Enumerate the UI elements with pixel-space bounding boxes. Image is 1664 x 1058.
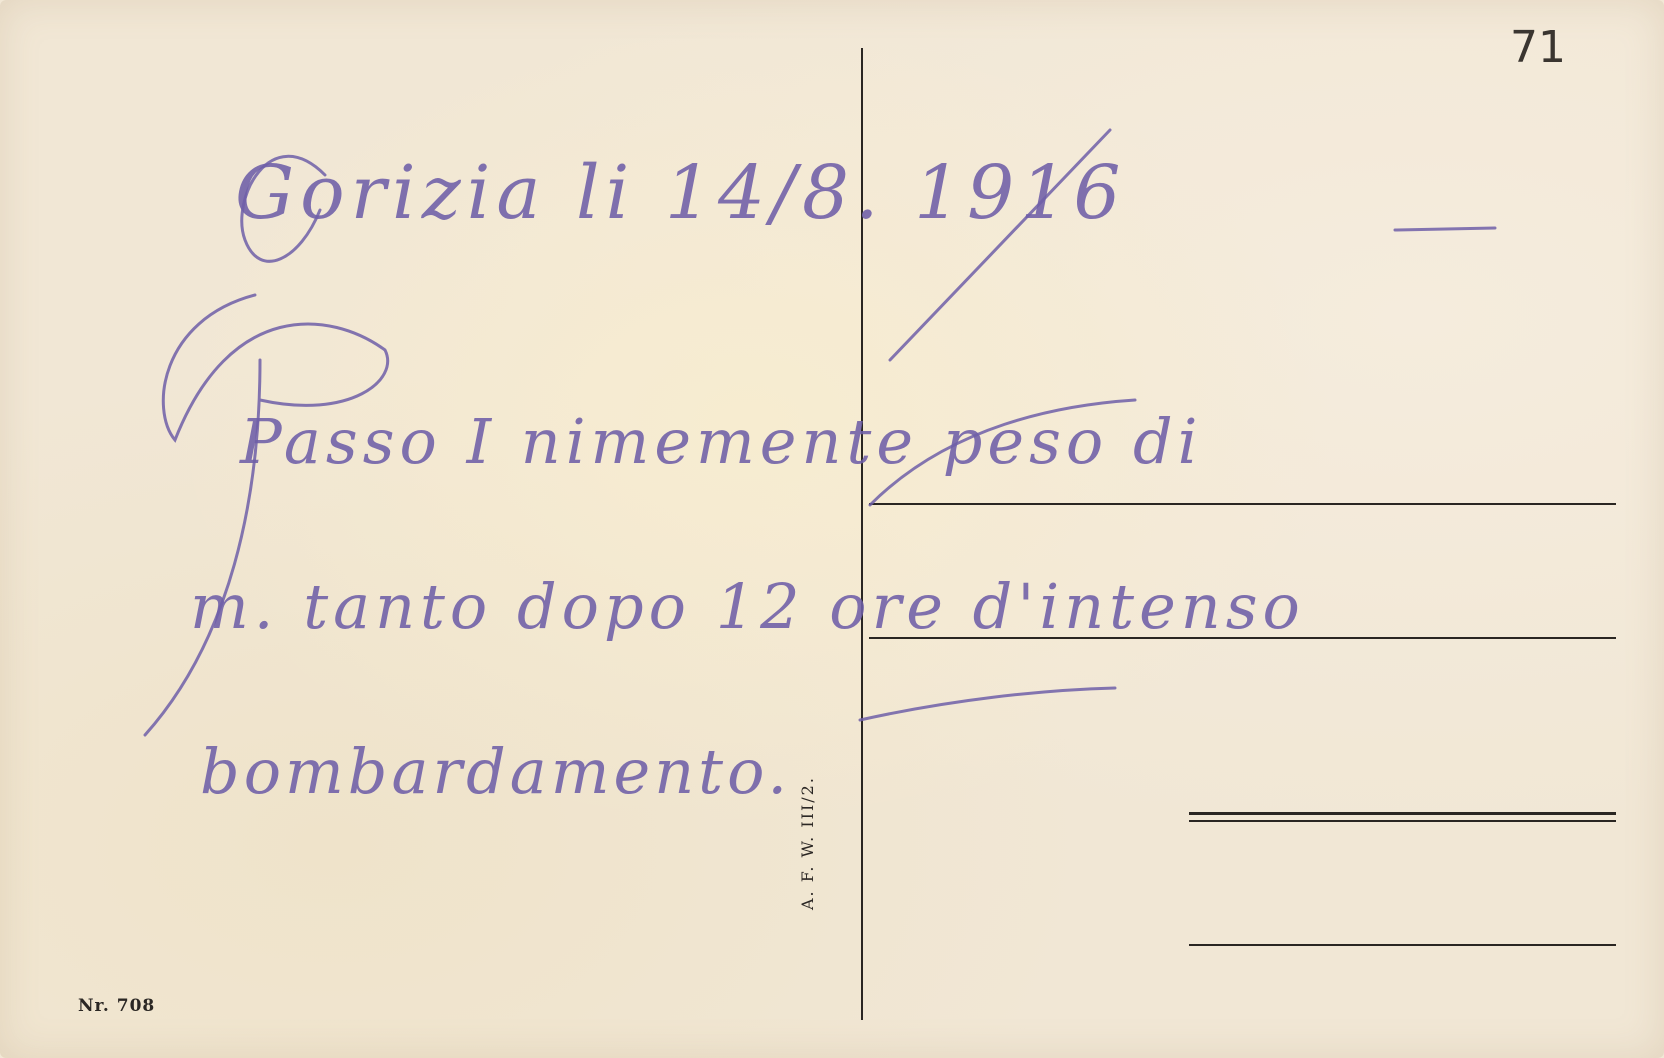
- address-line-4: [1189, 944, 1616, 946]
- message-line-3: bombardamento.: [200, 735, 792, 808]
- underline-stroke-2: [860, 688, 1115, 720]
- publisher-mark: A. F. W. III/2.: [798, 776, 817, 910]
- message-line-2: m. tanto dopo 12 ore d'intenso: [190, 570, 1305, 643]
- message-line-1: Passo I nimemente peso di: [240, 405, 1203, 478]
- date-dash-stroke: [1395, 228, 1495, 230]
- address-double-line: [1189, 812, 1616, 815]
- catalog-number: Nr. 708: [78, 996, 156, 1016]
- address-line-1: [869, 503, 1616, 505]
- address-double-line-lower: [1189, 820, 1616, 822]
- message-place-date: Gorizia li 14/8. 1916: [235, 150, 1127, 236]
- archive-number: 71: [1510, 22, 1566, 73]
